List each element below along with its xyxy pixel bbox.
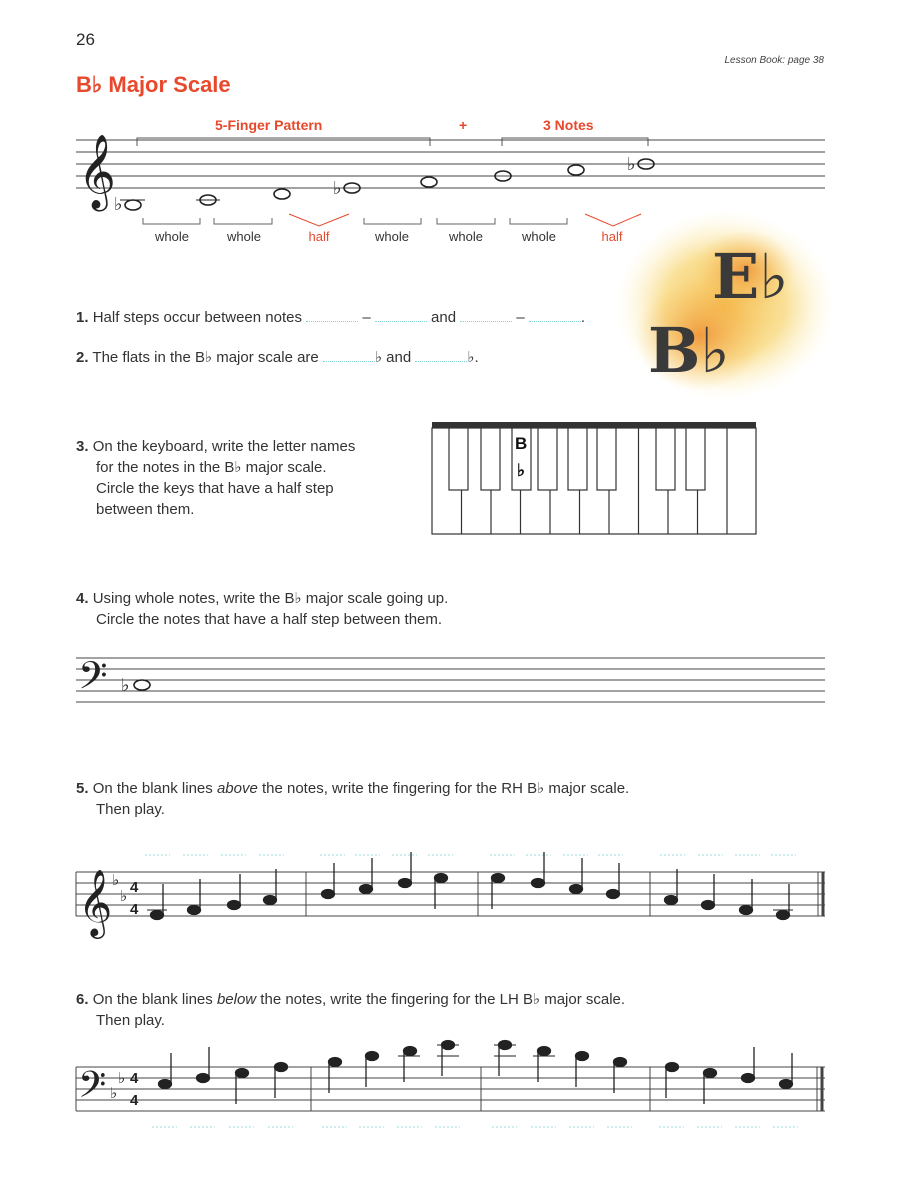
question-6-emphasis: below — [216, 991, 257, 1008]
question-4-number: 4. — [76, 590, 89, 607]
answer-blank-1d[interactable] — [529, 307, 581, 322]
answer-blank-2a[interactable] — [323, 347, 375, 362]
svg-text:♭: ♭ — [114, 194, 123, 215]
question-6 — [76, 989, 625, 1031]
question-5-line-2: Then play. — [96, 801, 165, 818]
svg-text:♭: ♭ — [627, 154, 636, 175]
question-2-flat-end: ♭. — [467, 349, 479, 366]
question-5-number: 5. — [76, 780, 89, 797]
question-1-and: and — [431, 309, 457, 326]
page-number: 26 — [76, 30, 95, 49]
question-5-emphasis: above — [216, 780, 258, 797]
question-6-line-2: Then play. — [96, 1012, 165, 1029]
time-signature-bottom-lh: 4 — [130, 1092, 139, 1109]
svg-text:♭: ♭ — [333, 178, 342, 199]
question-6-post: the notes, write the fingering for the LH B♭ major scale. — [256, 991, 626, 1008]
pattern-brackets — [137, 138, 648, 146]
question-1-number: 1. — [76, 309, 89, 326]
step-label-1: whole — [155, 229, 189, 244]
answer-blank-1a[interactable] — [306, 307, 358, 322]
question-3-line-4: between them. — [96, 501, 195, 518]
decor-key-bottom: B♭ — [648, 314, 730, 387]
staff-2 — [76, 658, 825, 702]
question-1 — [76, 307, 585, 328]
svg-text:♭: ♭ — [120, 887, 128, 905]
step-brackets — [143, 214, 641, 226]
question-1-dash-2: – — [516, 309, 525, 326]
lh-notes — [159, 1041, 793, 1105]
answer-blank-2b[interactable] — [415, 347, 467, 362]
page-title: B♭ Major Scale — [76, 72, 231, 97]
question-3-line-1: On the keyboard, write the letter names — [92, 438, 356, 455]
plus-sign: + — [459, 117, 468, 133]
three-notes-label: 3 Notes — [543, 117, 594, 133]
question-4 — [76, 588, 448, 630]
scale-notes-1 — [114, 154, 654, 215]
svg-text:𝄞: 𝄞 — [78, 868, 113, 936]
question-2-text: The flats in the B♭ major scale are — [92, 349, 319, 366]
question-2-flat-and: ♭ and — [374, 349, 412, 366]
question-5-pre: On the blank lines — [92, 780, 217, 797]
question-3-line-3: Circle the keys that have a half step — [96, 480, 334, 497]
question-1-period: . — [580, 309, 586, 326]
bass-clef-icon: 𝄢 — [78, 653, 108, 707]
question-5-post: the notes, write the fingering for the RH B♭ major scale. — [257, 780, 630, 797]
decor-key-top: E♭ — [712, 240, 789, 313]
question-4-line-1: Using whole notes, write the B♭ major scale going up. — [92, 590, 449, 607]
step-label-7: half — [601, 229, 623, 244]
question-6-number: 6. — [76, 991, 89, 1008]
step-label-2: whole — [227, 229, 261, 244]
svg-text:♭: ♭ — [112, 871, 120, 889]
time-signature-top-rh: 4 — [130, 879, 139, 896]
svg-text:♭: ♭ — [118, 1069, 126, 1087]
question-6-pre: On the blank lines — [92, 991, 217, 1008]
svg-text:♭: ♭ — [121, 675, 130, 696]
answer-blank-1b[interactable] — [375, 307, 427, 322]
rh-notes — [147, 852, 793, 920]
answer-blank-1c[interactable] — [460, 307, 512, 322]
step-label-3: half — [308, 229, 330, 244]
keyboard-key-flat: ♭ — [517, 461, 526, 480]
treble-clef-icon: 𝄞 — [78, 135, 116, 209]
question-1-text: Half steps occur between notes — [92, 309, 302, 326]
time-signature-top-lh: 4 — [130, 1070, 139, 1087]
question-2 — [76, 347, 479, 368]
question-5 — [76, 778, 629, 820]
step-label-4: whole — [375, 229, 409, 244]
keyboard-key-letter: B — [515, 434, 528, 453]
question-4-line-2: Circle the notes that have a half step between them. — [96, 611, 443, 628]
svg-text:𝄢: 𝄢 — [78, 1064, 107, 1115]
watercolor-decoration — [615, 210, 835, 400]
question-2-number: 2. — [76, 349, 89, 366]
svg-text:♭: ♭ — [110, 1084, 118, 1102]
step-label-5: whole — [449, 229, 483, 244]
piano-keyboard — [432, 422, 756, 534]
lesson-book-reference: Lesson Book: page 38 — [724, 55, 824, 66]
step-label-6: whole — [522, 229, 556, 244]
staff-1 — [76, 140, 825, 188]
question-3-number: 3. — [76, 438, 89, 455]
time-signature-bottom-rh: 4 — [130, 901, 139, 918]
question-1-dash-1: – — [362, 309, 371, 326]
question-3 — [76, 436, 355, 520]
question-3-line-2: for the notes in the B♭ major scale. — [96, 459, 327, 476]
five-finger-pattern-label: 5-Finger Pattern — [215, 117, 323, 133]
